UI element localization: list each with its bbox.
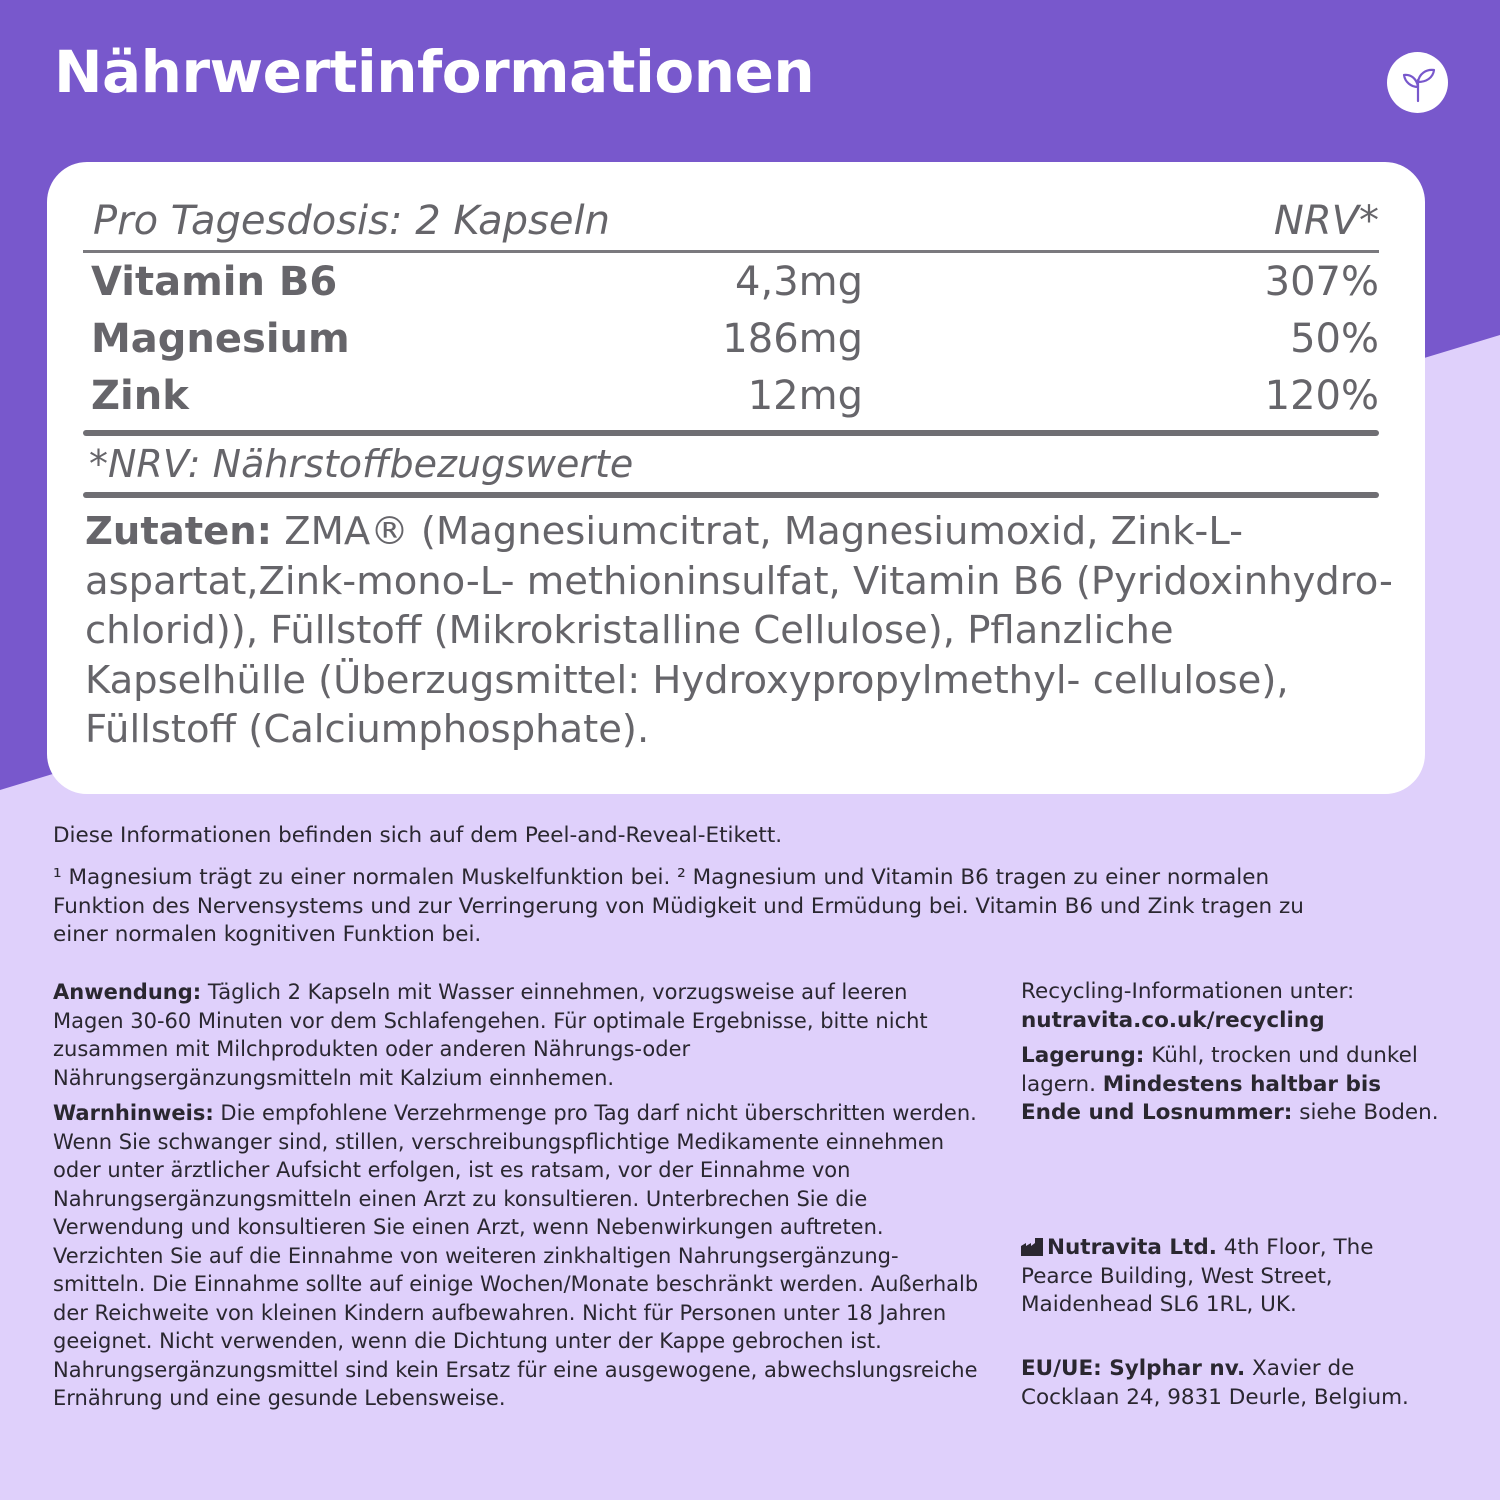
factory-icon — [1021, 1236, 1043, 1254]
nutrient-amount: 4,3mg — [735, 258, 863, 305]
recycling-text: Recycling-Informationen unter: — [1021, 979, 1355, 1004]
page-title: Nährwertinformationen — [54, 38, 815, 106]
nutrient-name: Zink — [91, 372, 189, 419]
usage-label: Anwendung: — [53, 980, 202, 1004]
serving-size-label: Pro Tagesdosis: 2 Kapseln — [93, 198, 610, 244]
best-before-label: Mindestens haltbar bis Ende und Losnummer: — [1021, 1071, 1382, 1125]
ingredients-text: ZMA® (Magnesiumcitrat, Magnesiumoxid, Zink-L-aspartat,Zink-mono-L- methioninsulfat, Vitamin B6 (Pyridoxinhydro- chlorid)), Füllstoff (Mikrokristalline Cellulose), Pflanzliche Kapselhülle (Überzugsmittel: Hydroxypropylmethyl- cellulose), Füllstoff (Calciumphosphate). — [85, 509, 1393, 752]
recycling-info — [1021, 978, 1441, 1035]
nutrient-nrv: 50% — [1290, 315, 1379, 362]
divider — [83, 492, 1379, 498]
nrv-footnote — [83, 436, 1379, 492]
recycling-link[interactable]: nutravita.co.uk/recycling — [1021, 1007, 1325, 1033]
warning-text — [53, 1099, 983, 1413]
warning-body: Die empfohlene Verzehrmenge pro Tag darf nicht überschritten werden. Wenn Sie schwanger sind, stillen, verschreibungspflichtige Medikamente einnehmen oder unter ärztlicher Aufsicht erfolgen, ist es ratsam, vor der Einnahme von Nahrungsergänzungsmitteln einen Arzt zu konsultieren. Unterbrechen Sie die Verwendung und konsultieren Sie einen Arzt, wenn Nebenwirkungen auftreten. Verzichten Sie auf die Einnahme von weiteren zinkhaltigen Nahrungsergänzung- smitteln. Die Einnahme sollte auf einige Wochen/Monate beschränkt werden. Außerhalb der Reichweite von kleinen Kindern aufbewahren. Nicht für Personen unter 18 Jahren geeignet. Nicht verwenden, wenn die Dichtung unter der Kappe gebrochen ist. Nahrungsergänzungsmittel sind kein Ersatz für eine ausgewogene, abwechslungsreiche Ernährung und eine gesunde Lebensweise. — [53, 1101, 979, 1410]
nutrient-amount: 186mg — [722, 315, 863, 362]
usage-instructions — [53, 978, 983, 1092]
best-before-text: siehe Boden. — [1292, 1100, 1439, 1125]
nutrient-name: Magnesium — [91, 315, 350, 362]
table-row — [83, 253, 1379, 310]
health-claims: ¹ Magnesium trägt zu einer normalen Muskelfunktion bei. ² Magnesium und Vitamin B6 tragen zu einer normalen Funktion des Nervensystems und zur Verringerung von Müdigkeit und Ermüdung bei. Vitamin B6 und Zink tragen zu einer normalen kognitiven Funktion bei. — [53, 865, 1304, 947]
storage-label: Lagerung: — [1021, 1043, 1145, 1068]
usage-text: Täglich 2 Kapseln mit Wasser einnehmen, vorzugsweise auf leeren Magen 30-60 Minuten vor dem Schlafengehen. Für optimale Ergebnisse, bitte nicht zusammen mit Milchprodukten oder anderen Nährungs-oder Nährungsergänzungsmitteln mit Kalzium einnhemen. — [53, 980, 928, 1090]
leaf-sprout-icon — [1387, 52, 1448, 113]
manufacturer-address-text: 4th Floor, The Pearce Building, West Street, Maidenhead SL6 1RL, UK. — [1021, 1235, 1374, 1317]
peel-reveal-disclaimer: Diese Informationen befinden sich auf dem Peel-and-Reveal-Etikett. — [53, 823, 783, 848]
storage-info — [1021, 1042, 1441, 1128]
ingredients — [85, 507, 1395, 755]
eu-representative — [1021, 1355, 1441, 1412]
table-header — [83, 192, 1379, 250]
eu-rep-label: EU/UE: Sylphar nv. — [1021, 1356, 1246, 1381]
nrv-footnote-text: *NRV: Nährstoffbezugswerte — [89, 442, 634, 486]
eu-rep-address: Xavier de Cocklaan 24, 9831 Deurle, Belgium. — [1021, 1356, 1409, 1410]
nutrient-name: Vitamin B6 — [91, 258, 338, 305]
manufacturer-address — [1021, 1234, 1441, 1320]
table-row — [83, 367, 1379, 424]
nutrient-amount: 12mg — [747, 372, 863, 419]
nutrition-table — [83, 192, 1379, 498]
nutrition-card — [47, 162, 1425, 794]
nutrient-nrv: 120% — [1264, 372, 1379, 419]
table-row — [83, 310, 1379, 367]
warning-label: Warnhinweis: — [53, 1101, 214, 1125]
manufacturer-name: Nutravita Ltd. — [1047, 1235, 1217, 1260]
nrv-header: NRV* — [1273, 198, 1379, 244]
storage-text: Kühl, trocken und dunkel lagern. — [1021, 1043, 1418, 1097]
nutrient-nrv: 307% — [1264, 258, 1379, 305]
ingredients-label: Zutaten: — [85, 509, 273, 554]
